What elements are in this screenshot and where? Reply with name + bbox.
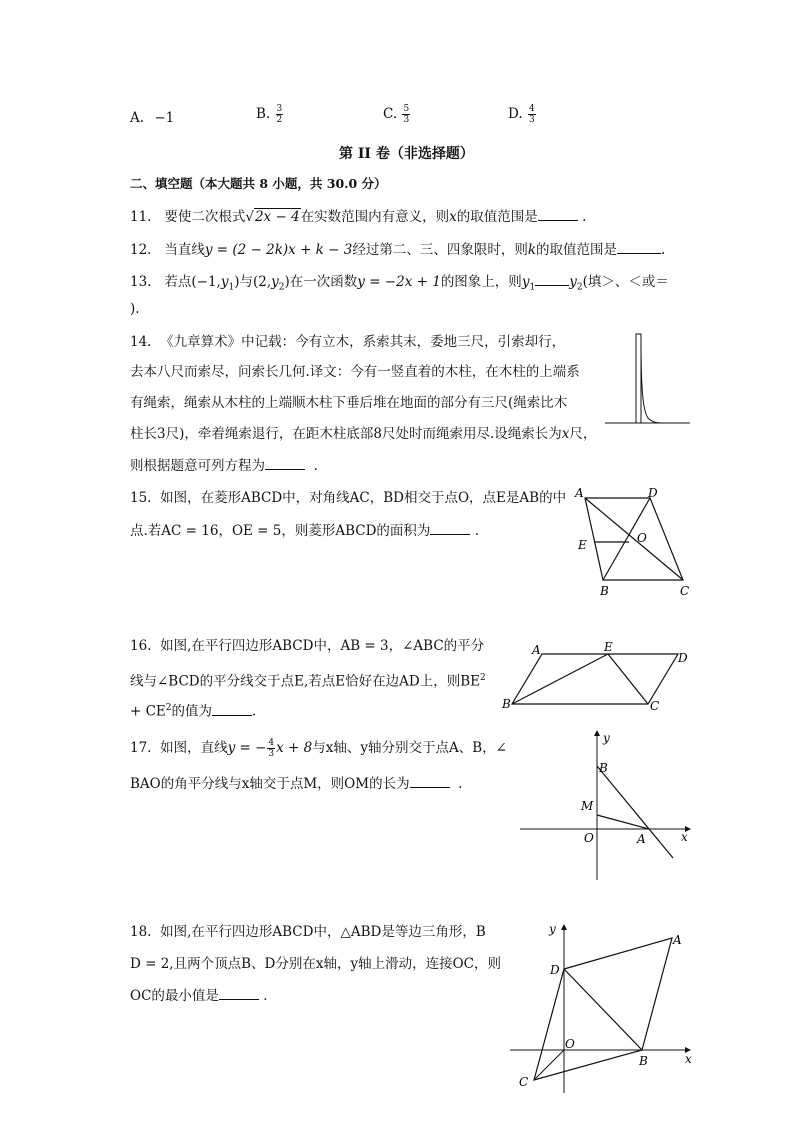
label-d: D <box>648 486 658 500</box>
option-d: D. $\frac{4}{3}$ <box>508 104 535 125</box>
label-x: x <box>681 830 688 844</box>
question-17-line1: 17. 如图，直线y = − $\frac{4}{3}$ x + 8与x轴、y轴分别交于点A、B，∠ <box>130 738 507 759</box>
label-c: C <box>680 584 690 598</box>
option-b: B. $\frac{3}{2}$ <box>256 104 283 125</box>
question-11: 11. 要使二次根式√2x − 4在实数范围内有意义，则x的取值范围是 . <box>130 206 586 227</box>
answer-blank[interactable] <box>265 455 305 470</box>
question-12: 12. 当直线y = (2 − 2k)x + k − 3经过第二、三、四象限时，则k的取值范围是 . <box>130 239 665 260</box>
label-d: D <box>678 651 688 665</box>
rope <box>641 336 662 423</box>
label-o: O <box>565 1037 575 1051</box>
pole <box>636 334 641 423</box>
question-13-cont: ). <box>130 301 140 317</box>
label-b: B <box>599 761 608 775</box>
answer-blank[interactable] <box>535 271 569 286</box>
diagonal-bd <box>564 969 642 1050</box>
label-a: A <box>637 832 646 846</box>
answer-blank[interactable] <box>538 206 578 221</box>
question-16-line2: 线与∠BCD的平分线交于点E,若点E恰好在边AD上，则$BE^2$ <box>130 673 486 690</box>
answer-blank[interactable] <box>617 239 661 254</box>
question-15-line1: 15. 如图，在菱形ABCD中，对角线AC，BD相交于点O，点E是AB的中 <box>130 490 567 506</box>
option-a: A. −1 <box>130 110 175 126</box>
question-16-line3: + $CE^2$的值为 . <box>130 698 256 722</box>
segment-ce <box>608 654 648 704</box>
label-y: y <box>603 731 610 745</box>
figure-17 <box>515 728 695 883</box>
question-14-line3: 有绳索，绳索从木柱的上端顺木柱下垂后堆在地面的部分有三尺(绳索比木 <box>130 395 568 411</box>
question-14-line5: 则根据题意可列方程为 . <box>130 455 318 476</box>
label-y: y <box>549 922 556 936</box>
question-14-line2: 去本八尺而索尽，问索长几何.译文：今有一竖直着的木柱，在木柱的上端系 <box>130 364 580 380</box>
label-e: E <box>604 640 613 654</box>
question-18-line3: OC的最小值是 . <box>130 985 268 1006</box>
label-b: B <box>502 697 511 711</box>
question-16-line1: 16. 如图,在平行四边形ABCD中，AB = 3，∠ABC的平分 <box>130 638 485 654</box>
line-ab <box>597 766 673 858</box>
question-17-line2: BAO的角平分线与x轴交于点M，则OM的长为 . <box>130 773 462 794</box>
question-13: 13. 若点$(-1,y_1)$与$(2,y_2)$在一次函数y = −2x + 1的图象上，则$y_1$ $y_2$(填＞、＜或＝ <box>130 271 669 298</box>
label-b: B <box>639 1054 648 1068</box>
figure-14 <box>600 330 700 430</box>
label-a: A <box>673 933 682 947</box>
segment-am <box>597 815 649 829</box>
label-a: A <box>532 643 541 657</box>
question-18-line2: D = 2,且两个顶点B、D分别在x轴，y轴上滑动，连接OC，则 <box>130 956 501 972</box>
label-o: O <box>584 831 594 845</box>
option-c: C. $\frac{5}{3}$ <box>383 104 410 125</box>
question-14-line4: 柱长3尺)，牵着绳索退行，在距木柱底部8尺处时而绳索用尽.设绳索长为x尺， <box>130 426 597 442</box>
label-a: A <box>575 486 584 500</box>
question-14-line1: 14. 《九章算术》中记载：今有立木，系索其末，委地三尺，引索却行， <box>130 334 566 350</box>
answer-blank[interactable] <box>212 701 252 716</box>
label-e: E <box>578 538 587 552</box>
label-m: M <box>581 799 594 813</box>
answer-blank[interactable] <box>430 520 470 535</box>
label-o: O <box>637 531 647 545</box>
figure-18 <box>505 918 700 1093</box>
section-subtitle: 二、填空题（本大题共 8 小题，共 30.0 分） <box>130 176 387 191</box>
y-axis-arrow <box>561 924 567 930</box>
figure-15 <box>560 485 700 600</box>
section-title: 第 II 卷（非选择题） <box>339 146 474 162</box>
label-c: C <box>519 1075 529 1089</box>
question-15-line2: 点.若AC = 16，OE = 5，则菱形ABCD的面积为 . <box>130 520 479 541</box>
figure-16 <box>500 640 700 720</box>
y-axis-arrow <box>594 730 600 736</box>
label-b: B <box>600 584 609 598</box>
label-c: C <box>650 699 660 713</box>
label-x: x <box>685 1052 692 1066</box>
question-18-line1: 18. 如图,在平行四边形ABCD中，△ABD是等边三角形，B <box>130 924 486 940</box>
answer-blank[interactable] <box>410 773 450 788</box>
parallelogram <box>512 654 678 704</box>
answer-blank[interactable] <box>219 985 259 1000</box>
label-d: D <box>550 963 560 977</box>
